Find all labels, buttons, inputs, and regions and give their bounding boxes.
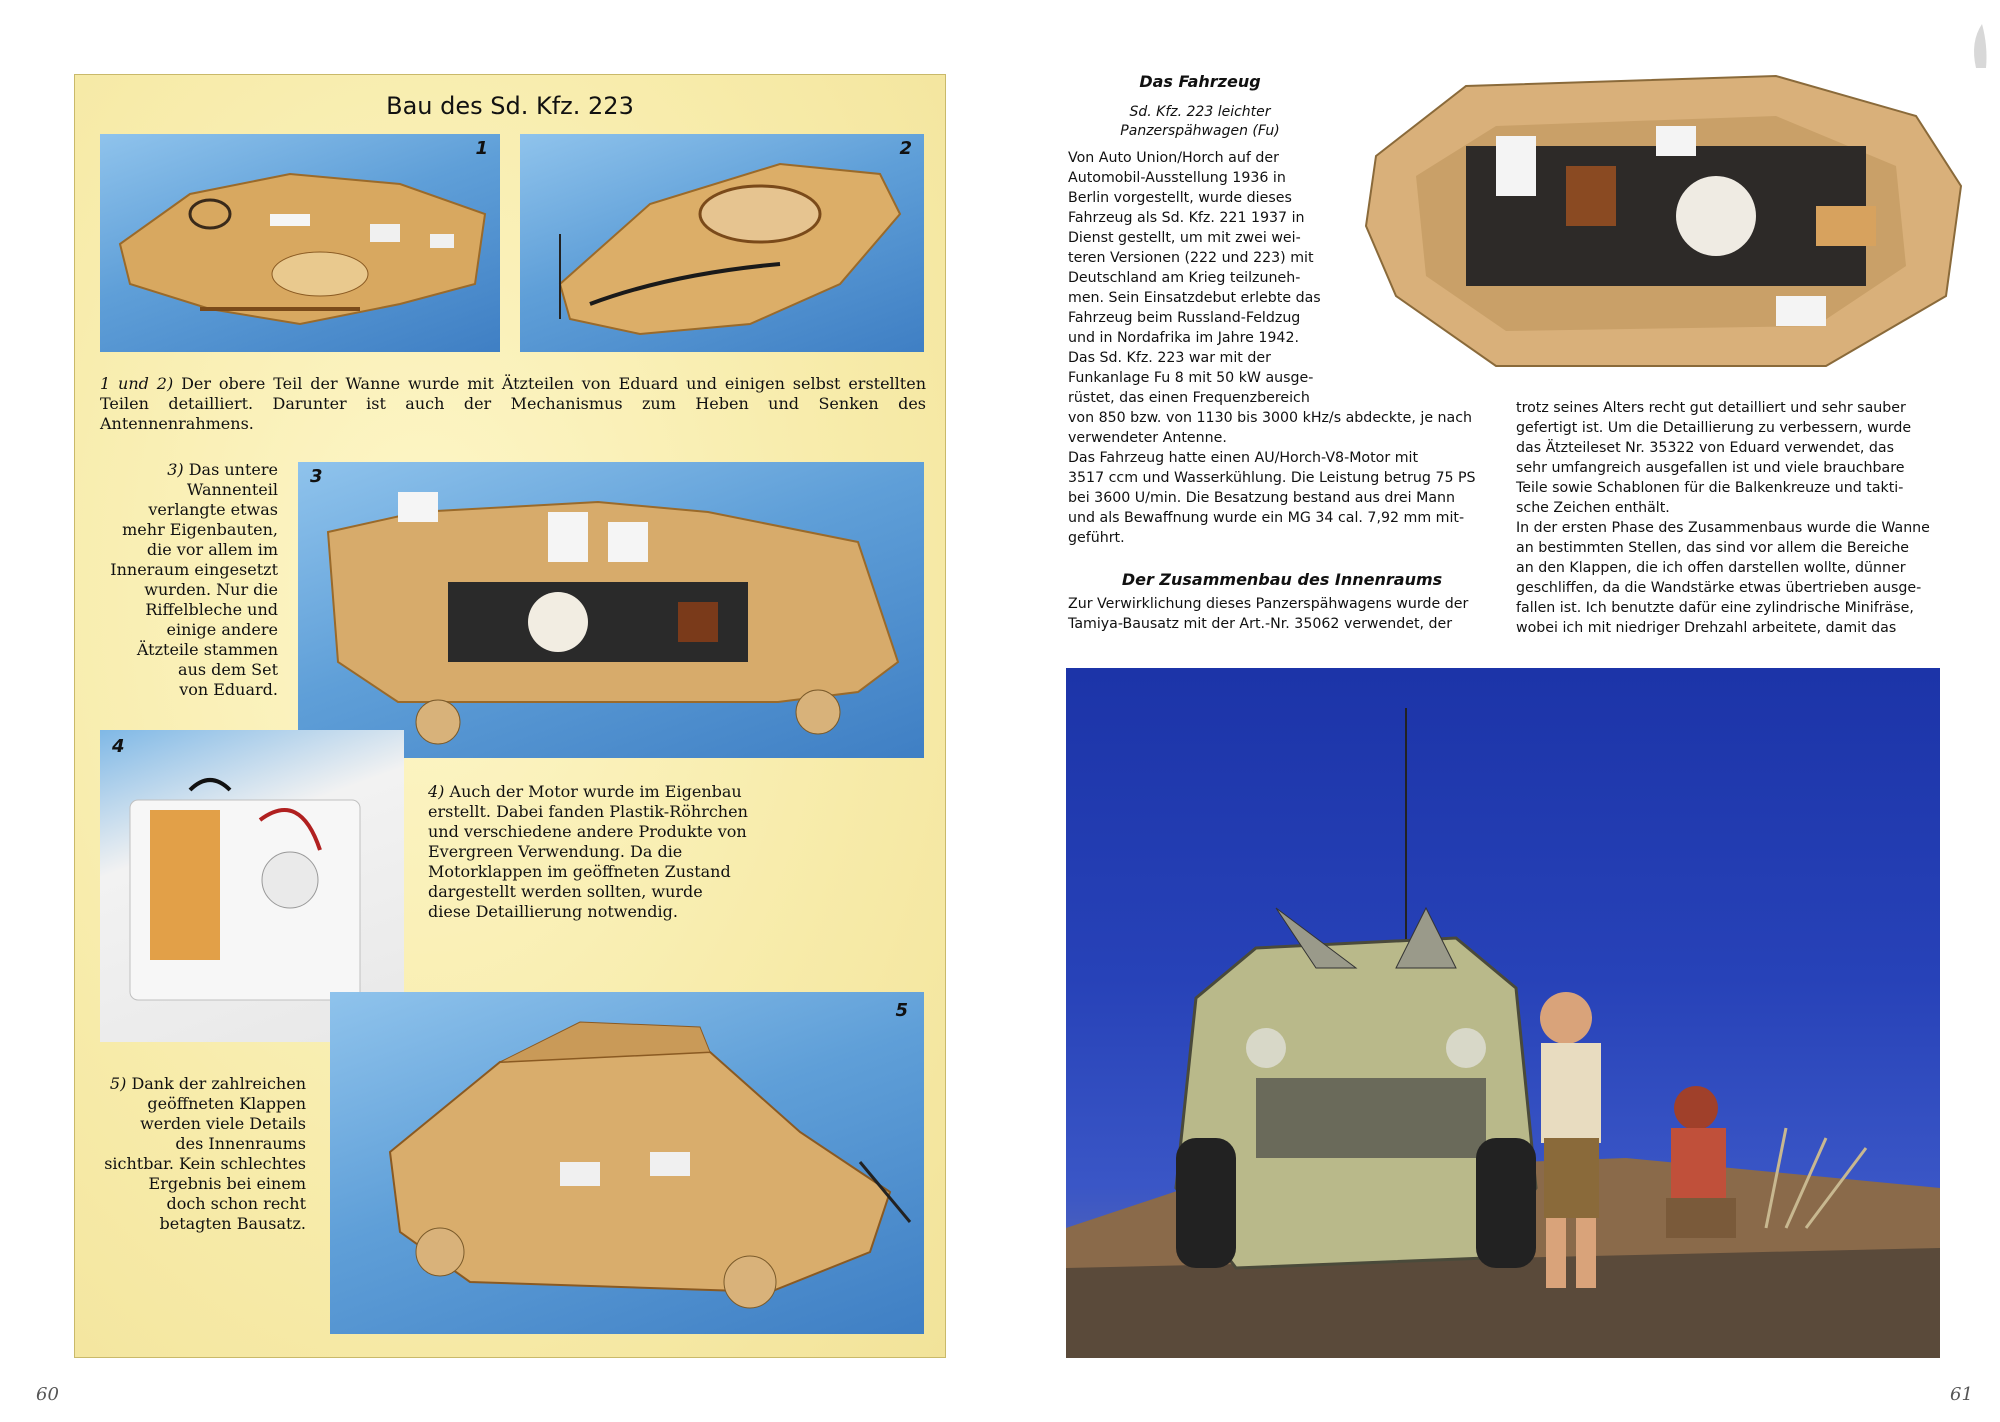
body-column-1-narrow [1068,148,1332,408]
photo-1-upper-hull [100,134,500,352]
caption-4-number: 4) [428,782,445,801]
caption-3-line: aus dem Set [178,660,278,679]
caption-4-line: dargestellt werden sollten, wurde [428,882,703,901]
page-number-left: 60 [36,1384,59,1405]
body-line: rüstet, das einen Frequenzbereich [1068,390,1310,406]
caption-1-text: Der obere Teil der Wanne wurde mit Ätzteilen von Eduard und einigen selbst erstellten Teilen detailliert. Darunter ist auch der Mechanismus zum Heben und Senken des Antennenrahmens. [100,374,926,433]
body-line: Das Fahrzeug hatte einen AU/Horch-V8-Motor mit [1068,450,1419,466]
body-line: Zur Verwirklichung dieses Panzerspähwagens wurde der [1068,596,1469,612]
body-line: trotz seines Alters recht gut detailliert und sehr sauber [1516,400,1906,416]
body-line: Teile sowie Schablonen für die Balkenkreuze und takti- [1516,480,1904,496]
photo-5-assembled-vehicle [330,992,924,1334]
body-line: fallen ist. Ich benutzte dafür eine zylindrische Minifräse, [1516,600,1914,616]
body-line: Berlin vorgestellt, wurde dieses [1068,190,1292,206]
caption-5-line: des Innenraums [175,1134,306,1153]
caption-3-line: Inneraum eingesetzt [110,560,278,579]
caption-5-line: betagten Bausatz. [159,1214,306,1233]
body-line: bei 3600 U/min. Die Besatzung bestand aus drei Mann [1068,490,1456,506]
left-page-title: Bau des Sd. Kfz. 223 [386,92,634,120]
body-line: geführt. [1068,530,1125,546]
photo-number-3: 3 [310,466,323,487]
caption-3-line: einige andere [166,620,278,639]
caption-4-line: Motorklappen im geöffneten Zustand [428,862,731,881]
body-line: und in Nordafrika im Jahre 1942. [1068,330,1299,346]
body-line: Fahrzeug als Sd. Kfz. 221 1937 in [1068,210,1305,226]
body-column-1-wide [1068,408,1496,548]
caption-3-line: die vor allem im [146,540,278,559]
section-title-vehicle: Das Fahrzeug [1139,72,1261,91]
photo-2-upper-hull-angle [520,134,924,352]
caption-3-line: mehr Eigenbauten, [122,520,278,539]
caption-3-line: von Eduard. [179,680,278,699]
body-line: an bestimmten Stellen, das sind vor allem die Bereiche [1516,540,1910,556]
page-number-right: 61 [1950,1384,1973,1405]
caption-3-number: 3) [167,460,184,479]
caption-1-number: 1 und 2) [100,374,174,393]
caption-5-line: sichtbar. Kein schlechtes [104,1154,306,1173]
caption-3-line: verlangte etwas [148,500,278,519]
caption-photo-5 [100,1074,306,1234]
body-line: wobei ich mit niedriger Drehzahl arbeitete, damit das [1516,620,1897,636]
caption-3-line: wurden. Nur die [144,580,278,599]
photo-number-1: 1 [475,138,488,159]
section-title-interior-assembly: Der Zusammenbau des Innenraums [1121,570,1443,589]
page-corner-mark [1966,22,1990,70]
body-line: das Ätzteileset Nr. 35322 von Eduard verwendet, das [1516,440,1894,456]
body-line: sche Zeichen enthält. [1516,500,1670,516]
caption-5-line: geöffneten Klappen [147,1094,306,1113]
body-line: Tamiya-Bausatz mit der Art.-Nr. 35062 verwendet, der [1068,616,1453,632]
photo-number-2: 2 [899,138,912,159]
body-line: Von Auto Union/Horch auf der [1068,150,1279,166]
photo-diorama [1066,668,1940,1358]
caption-5-line: doch schon recht [166,1194,306,1213]
body-line: von 850 bzw. von 1130 bis 3000 kHz/s abdeckte, je nach [1068,410,1473,426]
caption-4-line: und verschiedene andere Produkte von [428,822,747,841]
caption-photo-3 [100,460,278,700]
caption-3-line: Ätzteile stammen [136,640,278,659]
section-subtitle-line: Panzerspähwagen (Fu) [1120,123,1280,139]
caption-4-line: Evergreen Verwendung. Da die [428,842,683,861]
caption-3-line: Riffelbleche und [145,600,278,619]
caption-4-line: erstellt. Dabei fanden Plastik-Röhrchen [428,802,748,821]
caption-3-line: Wannenteil [186,480,278,499]
caption-3-line: Das untere [188,460,278,479]
caption-4-line: diese Detaillierung notwendig. [428,902,678,921]
photo-3-lower-hull [298,462,924,758]
caption-photos-1-2 [100,374,926,434]
body-line: Das Sd. Kfz. 223 war mit der [1068,350,1271,366]
caption-5-number: 5) [109,1074,127,1093]
body-line: teren Versionen (222 und 223) mit [1068,250,1314,266]
caption-5-line: werden viele Details [140,1114,306,1133]
body-line: sehr umfangreich ausgefallen ist und viele brauchbare [1516,460,1905,476]
body-line: Funkanlage Fu 8 mit 50 kW ausge- [1068,370,1314,386]
body-line: verwendeter Antenne. [1068,430,1227,446]
body-line: Fahrzeug beim Russland-Feldzug [1068,310,1301,326]
body-line: Dienst gestellt, um mit zwei wei- [1068,230,1301,246]
caption-4-line: Auch der Motor wurde im Eigenbau [449,782,742,801]
body-line: Automobil-Ausstellung 1936 in [1068,170,1286,186]
body-line: Deutschland am Krieg teilzuneh- [1068,270,1301,286]
caption-5-line: Ergebnis bei einem [148,1174,306,1193]
body-column-1-section2 [1068,594,1496,634]
body-line: In der ersten Phase des Zusammenbaus wurde die Wanne [1516,520,1930,536]
body-line: men. Sein Einsatzdebut erlebte das [1068,290,1321,306]
body-line: gefertigt ist. Um die Detaillierung zu verbessern, wurde [1516,420,1912,436]
body-line: geschliffen, da die Wandstärke etwas übertrieben ausge- [1516,580,1922,596]
body-line: und als Bewaffnung wurde ein MG 34 cal. 7,92 mm mit- [1068,510,1465,526]
photo-number-5: 5 [895,1000,908,1021]
body-column-2 [1516,398,1942,638]
section-subtitle-line: Sd. Kfz. 223 leichter [1129,104,1271,120]
body-line: an den Klappen, die ich offen darstellen wollte, dünner [1516,560,1906,576]
body-line: 3517 ccm und Wasserkühlung. Die Leistung betrug 75 PS [1068,470,1476,486]
caption-5-line: Dank der zahlreichen [131,1074,306,1093]
photo-number-4: 4 [112,736,125,757]
photo-hull-top-view [1356,66,1968,380]
caption-photo-4 [428,782,748,922]
